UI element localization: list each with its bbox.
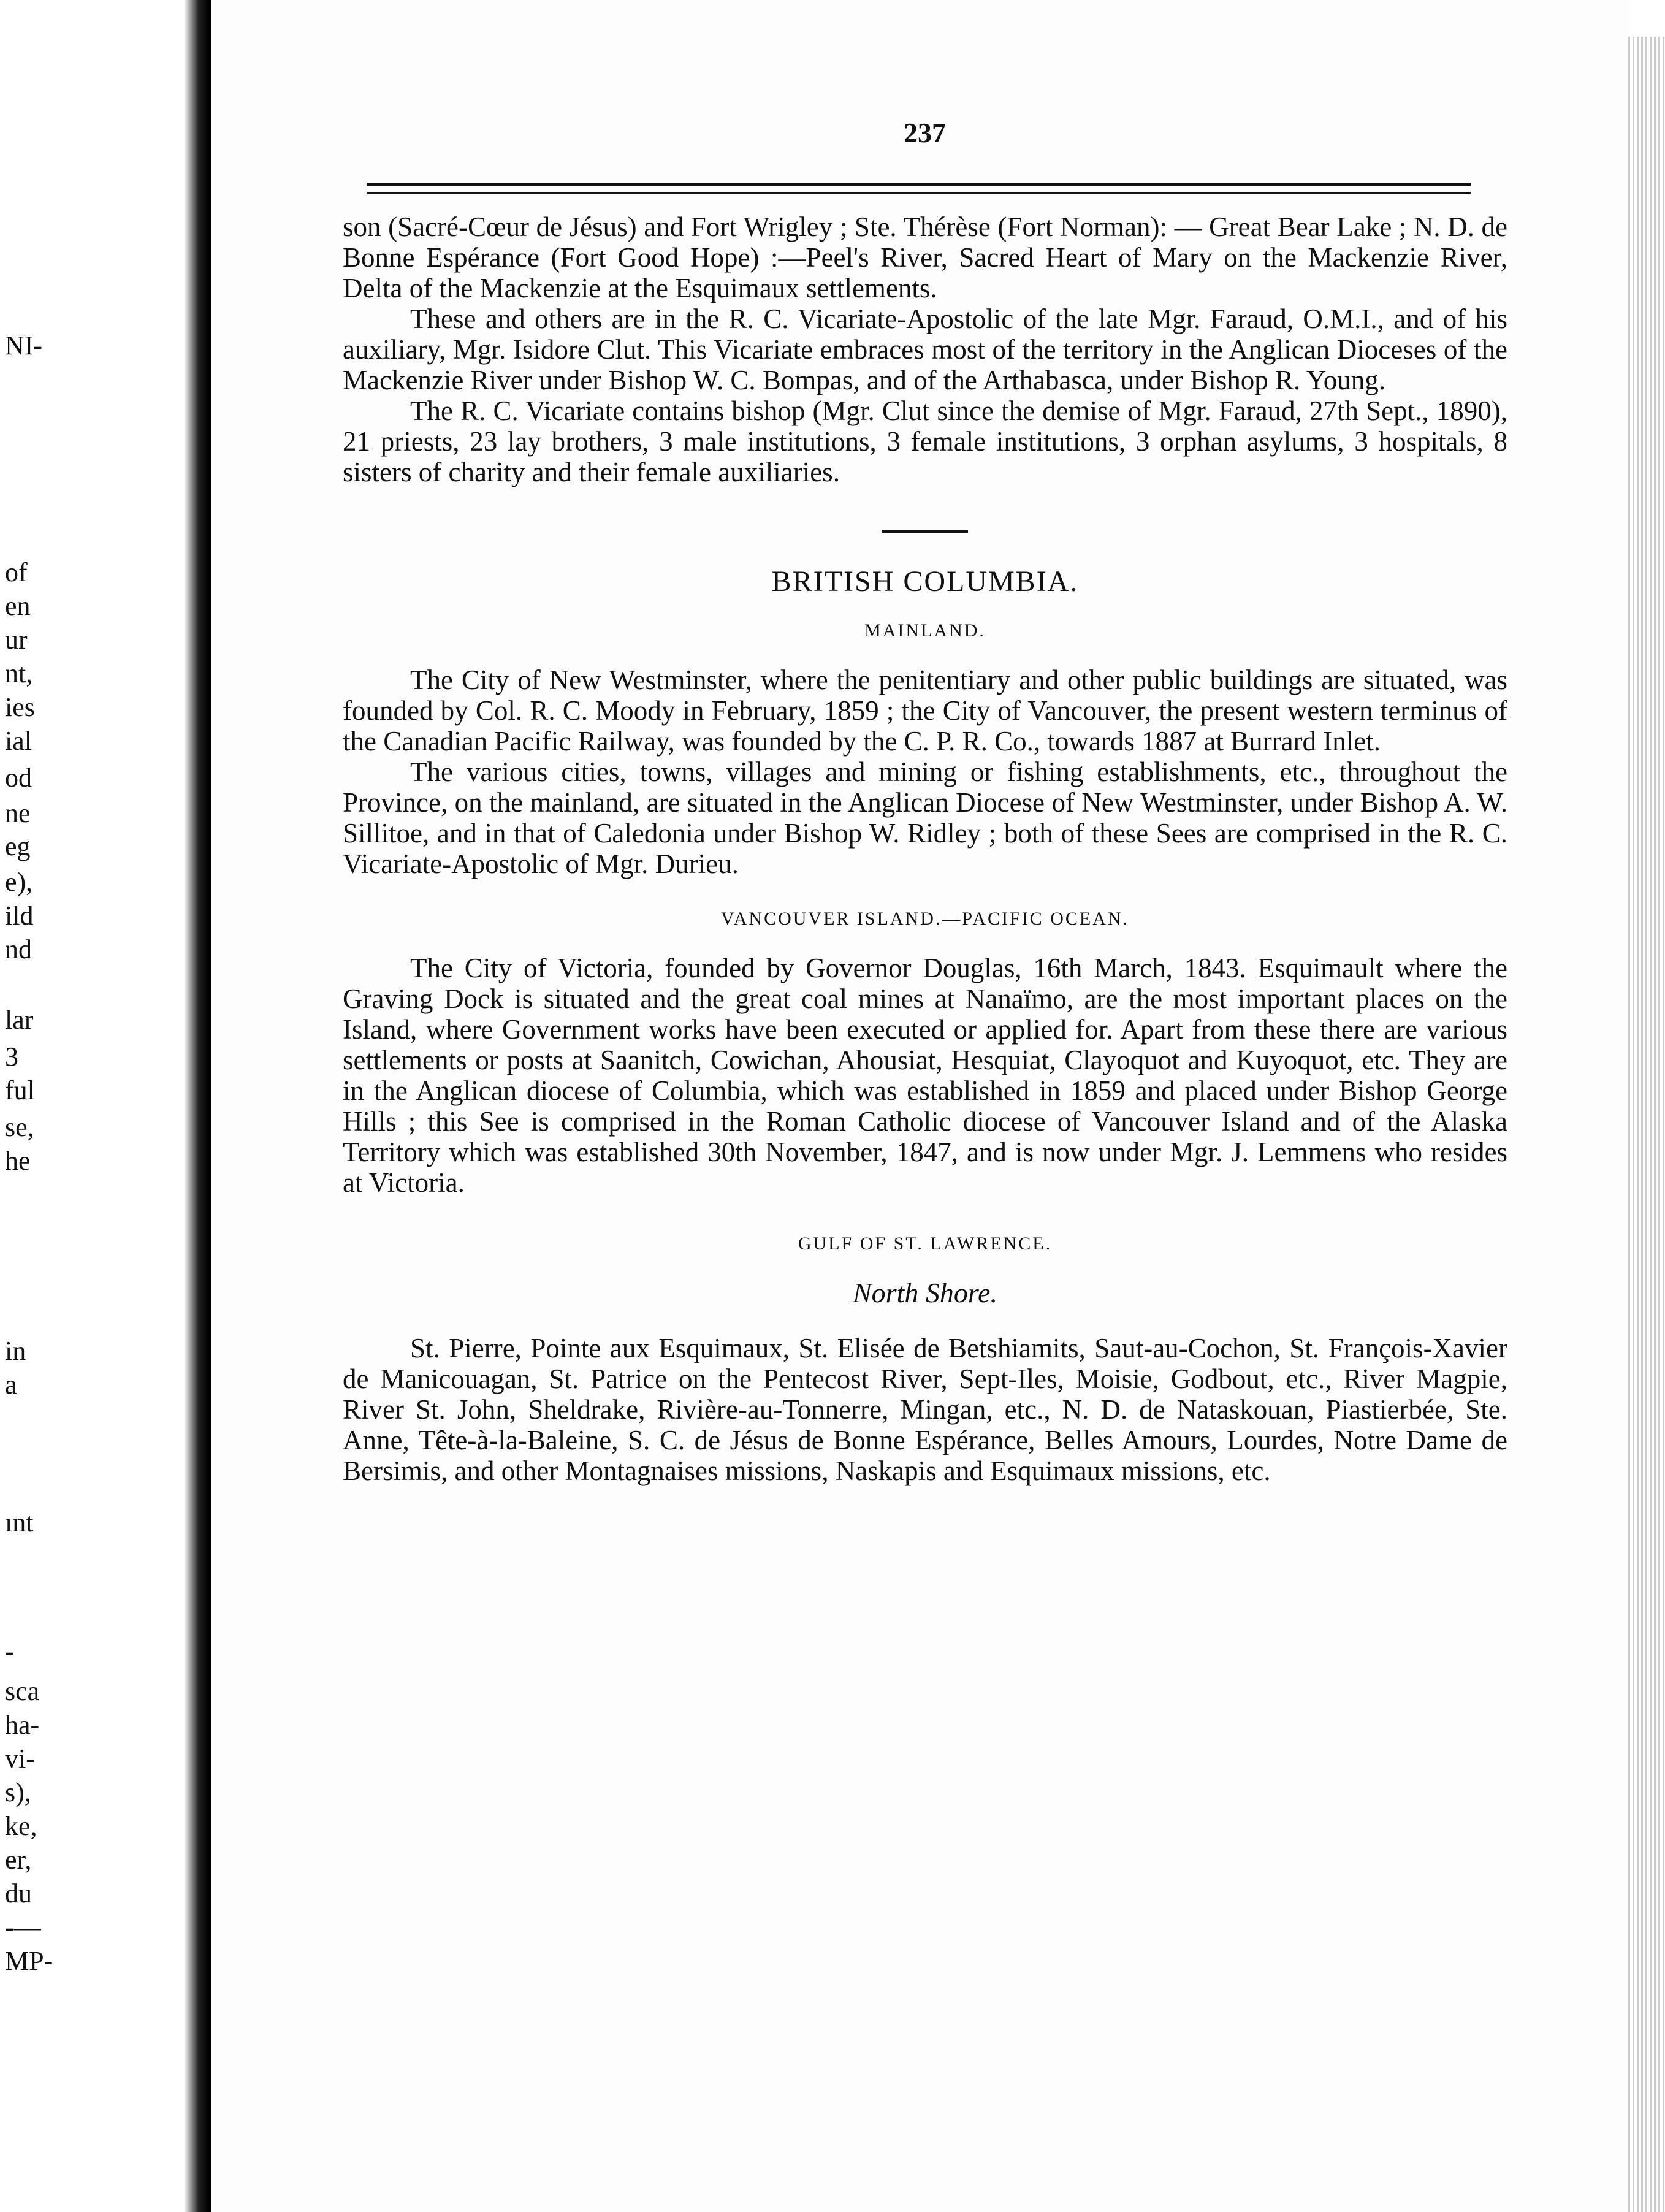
heading-vancouver-island: VANCOUVER ISLAND.—PACIFIC OCEAN. [720, 909, 1130, 929]
heading-gulf-st-lawrence: GULF OF ST. LAWRENCE. [798, 1234, 1053, 1254]
left-fragment: ha- [5, 1710, 40, 1740]
left-fragment: a [5, 1370, 17, 1400]
section-divider [882, 530, 968, 533]
paragraph-new-westminster: The City of New Westminster, where the penitentiary and other public buildings are situated, was founded by Col. R. C. Moody in February, 1859 ; the City of Vancouver, the present western terminus of the Canadian Pacific Railway, was founded by the C. P. R. Co., towards 1887 at Burrard Inlet. [343, 665, 1507, 757]
paragraph-continuation: son (Sacré-Cœur de Jésus) and Fort Wrigley ; Ste. Thérèse (Fort Norman): — Great Bear Lake ; N. D. de Bonne Espérance (Fort Good Hope) :—Peel's River, Sacred Heart of Mary on the Mackenzie River, Delta of the Mackenzie at the Esquimaux settlements. [343, 212, 1507, 303]
left-fragment: ke, [5, 1811, 37, 1841]
left-fragment: er, [5, 1845, 32, 1875]
left-fragment: se, [5, 1112, 34, 1142]
left-page-edge [0, 0, 196, 2212]
left-fragment: 3 [5, 1042, 18, 1072]
header-double-rule [367, 183, 1471, 194]
paragraph-north-shore-missions: St. Pierre, Pointe aux Esquimaux, St. Elisée de Betshiamits, Saut-au-Cochon, St. François-Xavier de Manicouagan, St. Patrice on the Pentecost River, Sept-Iles, Moisie, Godbout, etc., River Magpie, River St. John, Sheldrake, Rivière-au-Tonnerre, Mingan, etc., N. D. de Nataskouan, Piastierbée, Ste. Anne, Tête-à-la-Baleine, S. C. de Jésus de Bonne Espérance, Belles Amours, Lourdes, Notre Dame de Bersimis, and other Montagnaises missions, Naskapis and Esquimaux missions, etc. [343, 1333, 1507, 1486]
left-fragment: ful [5, 1075, 35, 1105]
left-fragment: nt, [5, 658, 33, 688]
left-fragment: nd [5, 934, 32, 964]
left-fragment: ur [5, 625, 28, 655]
heading-north-shore: North Shore. [853, 1277, 997, 1308]
page-body [343, 212, 1507, 1486]
left-fragment: s), [5, 1777, 31, 1807]
left-fragment: MP- [5, 1946, 53, 1976]
left-fragment: vi- [5, 1744, 35, 1774]
left-fragment: ne [5, 798, 31, 828]
paragraph-vicariate-stats: The R. C. Vicariate contains bishop (Mgr. Clut since the demise of Mgr. Faraud, 27th Sept., 1890), 21 priests, 23 lay brothers, 3 male institutions, 3 female institutions, 3 orphan asylums, 3 hospitals, 8 sisters of charity and their female auxiliaries. [343, 395, 1507, 487]
left-fragment: ild [5, 901, 34, 931]
left-fragment: of [5, 557, 28, 587]
heading-mainland: MAINLAND. [864, 620, 986, 641]
left-fragment: ial [5, 726, 32, 756]
left-fragment: sca [5, 1676, 40, 1706]
page-number: 237 [904, 117, 946, 148]
left-fragment: od [5, 763, 32, 793]
left-fragment: en [5, 591, 31, 621]
page-stack-edge [1628, 37, 1665, 2212]
left-fragment: ies [5, 692, 35, 722]
paragraph-vicariate: These and others are in the R. C. Vicariate-Apostolic of the late Mgr. Faraud, O.M.I., and of his auxiliary, Mgr. Isidore Clut. This Vicariate embraces most of the territory in the Anglican Dioceses of the Mackenzie River under Bishop W. C. Bompas, and of the Arthabasca, under Bishop R. Young. [343, 303, 1507, 395]
paragraph-victoria: The City of Victoria, founded by Governor Douglas, 16th March, 1843. Esquimault where the Graving Dock is situated and the great coal mines at Nanaïmo, are the most important places on the Island, where Government works have been executed or applied for. Apart from these there are various settlements or posts at Saanitch, Cowichan, Ahousiat, Hesquiat, Clayoquot and Kuyoquot, etc. They are in the Anglican diocese of Columbia, which was established in 1859 and placed under Bishop George Hills ; this See is comprised in the Roman Catholic diocese of Vancouver Island and of the Alaska Territory which was established 30th November, 1847, and is now under Mgr. J. Lemmens who resides at Victoria. [343, 953, 1507, 1198]
left-fragment: du [5, 1878, 32, 1909]
left-fragment: -— [5, 1912, 41, 1942]
left-page-fragments [0, 0, 184, 2212]
heading-british-columbia: BRITISH COLUMBIA. [771, 565, 1079, 598]
left-fragment: NI- [5, 330, 43, 360]
left-fragment: - [5, 1636, 14, 1666]
left-fragment: lar [5, 1005, 34, 1035]
book-page [208, 0, 1631, 2212]
book-gutter-shadow [184, 0, 208, 2212]
left-fragment: he [5, 1146, 31, 1176]
paragraph-dioceses: The various cities, towns, villages and mining or fishing establishments, etc., throughout the Province, on the mainland, are situated in the Anglican Diocese of New Westminster, under Bishop A. W. Sillitoe, and in that of Caledonia under Bishop W. Ridley ; both of these Sees are comprised in the R. C. Vicariate-Apostolic of Mgr. Durieu. [343, 757, 1507, 879]
left-fragment: in [5, 1336, 26, 1366]
left-fragment: e), [5, 867, 33, 897]
left-fragment: ınt [5, 1508, 34, 1538]
left-fragment: eg [5, 831, 31, 861]
